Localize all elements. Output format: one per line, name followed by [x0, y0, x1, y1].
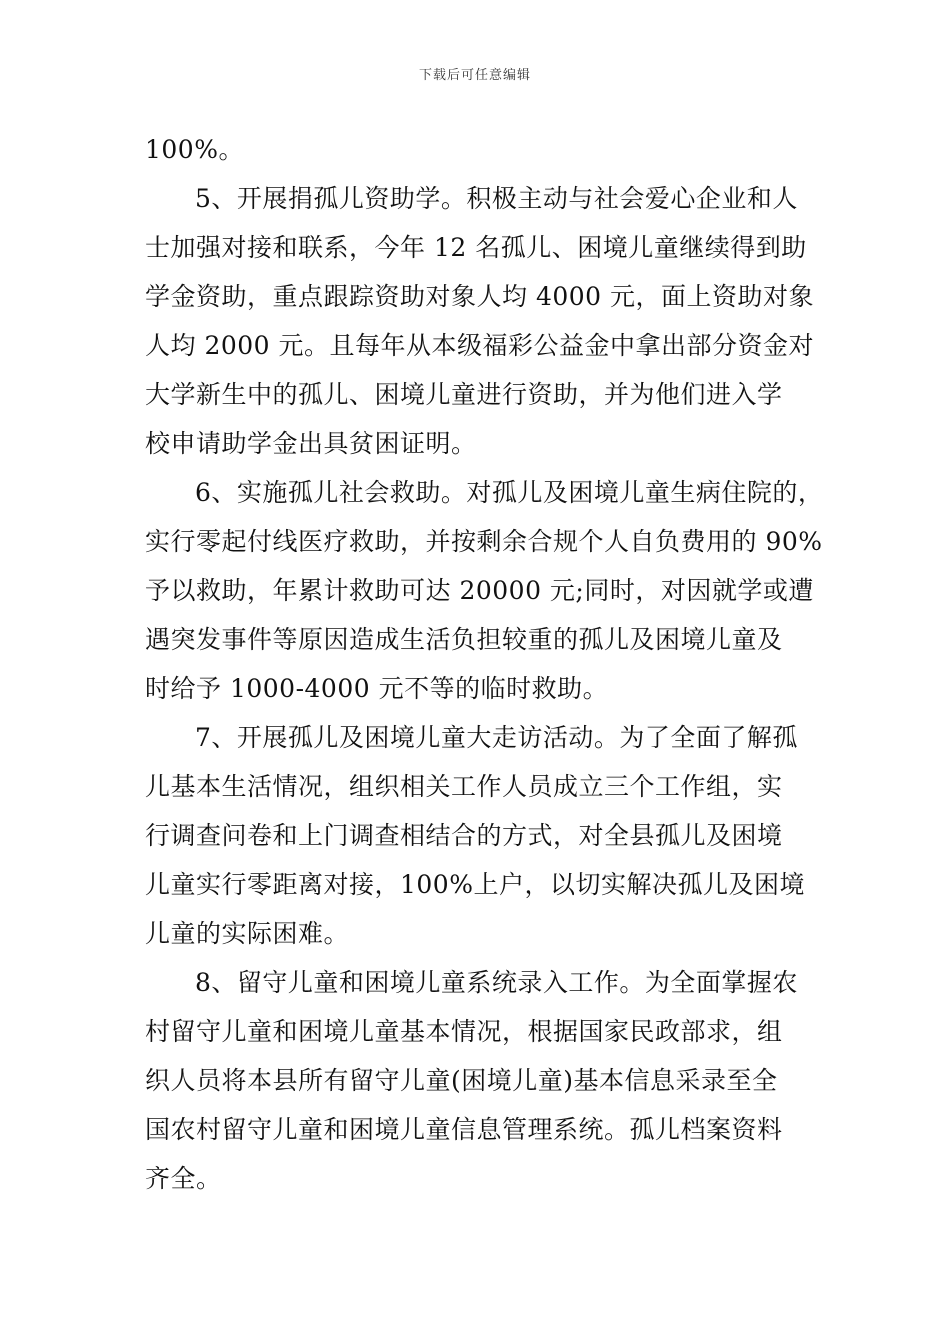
text-line: 行调查问卷和上门调查相结合的方式，对全县孤儿及困境	[145, 821, 783, 850]
text-line: 学金资助，重点跟踪资助对象人均 4000 元，面上资助对象	[145, 282, 815, 311]
paragraph-start-line: 7、开展孤儿及困境儿童大走访活动。为了全面了解孤	[195, 723, 798, 752]
text-line: 遇突发事件等原因造成生活负担较重的孤儿及困境儿童及	[145, 625, 783, 654]
text-line: 100%。	[145, 135, 244, 164]
text-line: 国农村留守儿童和困境儿童信息管理系统。孤儿档案资料	[145, 1115, 783, 1144]
text-line: 实行零起付线医疗救助，并按剩余合规个人自负费用的 90%	[145, 527, 823, 556]
paragraph-start-line: 8、留守儿童和困境儿童系统录入工作。为全面掌握农	[195, 968, 798, 997]
text-line: 人均 2000 元。且每年从本级福彩公益金中拿出部分资金对	[145, 331, 815, 360]
paragraph-start-line: 6、实施孤儿社会救助。对孤儿及困境儿童生病住院的，	[195, 478, 824, 507]
text-line: 大学新生中的孤儿、困境儿童进行资助，并为他们进入学	[145, 380, 783, 409]
text-line: 校申请助学金出具贫困证明。	[145, 429, 477, 458]
paragraph-start-line: 5、开展捐孤儿资助学。积极主动与社会爱心企业和人	[195, 184, 798, 213]
text-line: 齐全。	[145, 1164, 222, 1193]
text-line: 士加强对接和联系，今年 12 名孤儿、困境儿童继续得到助	[145, 233, 807, 262]
text-line: 村留守儿童和困境儿童基本情况，根据国家民政部求，组	[145, 1017, 783, 1046]
text-line: 时给予 1000-4000 元不等的临时救助。	[145, 674, 609, 703]
page-header: 下载后可任意编辑	[418, 68, 531, 83]
document-body	[145, 125, 824, 1203]
text-line: 织人员将本县所有留守儿童(困境儿童)基本信息采录至全	[145, 1066, 778, 1095]
text-line: 儿童的实际困难。	[145, 919, 350, 948]
text-line: 儿童实行零距离对接，100%上户，以切实解决孤儿及困境	[145, 870, 805, 899]
text-line: 予以救助，年累计救助可达 20000 元;同时，对因就学或遭	[145, 576, 814, 605]
text-line: 儿基本生活情况，组织相关工作人员成立三个工作组，实	[145, 772, 783, 801]
